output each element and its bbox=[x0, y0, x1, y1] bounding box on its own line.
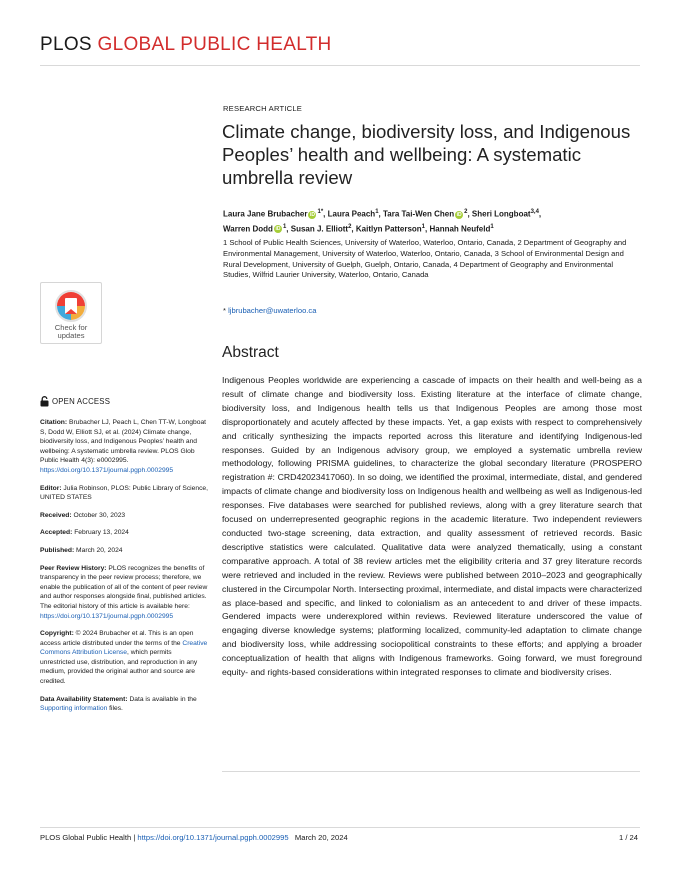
received-label: Received: bbox=[40, 511, 72, 519]
data-availability-text-end: files. bbox=[109, 705, 123, 713]
author-affiliation-marker: 1 bbox=[375, 209, 379, 215]
author-name[interactable]: Laura Peach bbox=[327, 209, 376, 219]
author-affiliation-marker: 2 bbox=[464, 209, 468, 215]
peer-review-link[interactable]: https://doi.org/10.1371/journal.pgph.0002995 bbox=[40, 612, 174, 620]
corresponding-marker: * bbox=[223, 306, 226, 315]
received-date: October 30, 2023 bbox=[73, 511, 126, 519]
editor-label: Editor: bbox=[40, 484, 62, 492]
author-affiliation-marker: 1 bbox=[421, 223, 426, 230]
journal-name: GLOBAL PUBLIC HEALTH bbox=[97, 34, 332, 55]
journal-prefix: PLOS bbox=[40, 34, 92, 55]
open-access-text: OPEN ACCESS bbox=[52, 396, 111, 406]
check-label-line2: updates bbox=[57, 331, 85, 341]
open-access-label bbox=[40, 396, 208, 407]
author-affiliation-marker: 3,4 bbox=[530, 209, 539, 215]
footer-journal: PLOS Global Public Health bbox=[40, 833, 132, 842]
header-divider bbox=[40, 65, 640, 66]
orcid-icon[interactable]: iD bbox=[456, 211, 462, 218]
author-name[interactable]: Hannah Neufeld bbox=[429, 224, 491, 234]
copyright-text: © 2024 Brubacher et al. This is an open access article distributed under the terms of the bbox=[40, 630, 194, 647]
copyright-label: Copyright: bbox=[40, 630, 74, 638]
email-link[interactable]: ljbrubacher@uwaterloo.ca bbox=[228, 306, 317, 315]
editor-text: Julia Robinson, PLOS: Public Library of Science, UNITED STATES bbox=[40, 484, 209, 502]
supporting-information-link[interactable]: Supporting information bbox=[40, 705, 108, 713]
check-for-updates-badge[interactable] bbox=[40, 282, 102, 344]
peer-review-block bbox=[40, 564, 208, 622]
article-metadata-sidebar bbox=[40, 396, 208, 722]
copyright-text-end: , which permits unrestricted use, distribution, and reproduction in any medium, provided the original author and source are credited. bbox=[40, 649, 198, 686]
footer-divider bbox=[40, 827, 640, 828]
footer-date: March 20, 2024 bbox=[294, 833, 348, 842]
editor-block bbox=[40, 484, 208, 503]
article-title: Climate change, biodiversity loss, and Indigenous Peoples’ health and wellbeing: A systematic umbrella review bbox=[222, 121, 631, 188]
author-affiliation-marker: 2 bbox=[348, 223, 352, 230]
check-label-line1: Check for bbox=[54, 323, 88, 332]
author-name[interactable]: Warren Dodd bbox=[223, 224, 273, 234]
orcid-icon[interactable]: iD bbox=[275, 226, 281, 233]
author-name[interactable]: Kaitlyn Patterson bbox=[355, 224, 422, 234]
crossmark-icon bbox=[54, 289, 88, 323]
author-name[interactable]: Tara Tai-Wen Chen bbox=[382, 209, 455, 219]
footer-doi-link[interactable]: https://doi.org/10.1371/journal.pgph.0002995 bbox=[137, 833, 289, 842]
page-footer bbox=[40, 833, 348, 842]
license-link[interactable]: Creative Commons Attribution License bbox=[40, 639, 208, 657]
accepted-block bbox=[40, 528, 208, 538]
accepted-label: Accepted: bbox=[40, 529, 73, 537]
abstract-divider bbox=[222, 771, 640, 772]
published-block bbox=[40, 546, 208, 556]
data-availability-block bbox=[40, 695, 208, 714]
accepted-date: February 13, 2024 bbox=[74, 529, 129, 537]
peer-review-text: PLOS recognizes the benefits of transparency in the peer review process; therefore, we enable the publication of all of the content of peer review and author responses alongside final, published articles. The editorial history of this article is available here: bbox=[40, 564, 208, 610]
published-date: March 20, 2024 bbox=[76, 546, 123, 554]
affiliations: 1 School of Public Health Sciences, University of Waterloo, Waterloo, Ontario, Canada, 2 Department of Geography and Environmental Management, University of Waterloo, Waterloo, Ontario, Canada, 3 School of Environmental Design and Rural Development, University of Guelph, Guelph, Ontario, Canada, 4 Department of Geography and Environmental Studies, Wilfrid Laurier University, Waterloo, Ontario, Canada bbox=[223, 238, 627, 280]
footer-separator: | bbox=[133, 833, 136, 842]
corresponding-email bbox=[223, 306, 316, 315]
page-number: 1 / 24 bbox=[619, 833, 638, 842]
copyright-block bbox=[40, 629, 208, 687]
author-affiliation-marker: 1 bbox=[490, 223, 494, 230]
published-label: Published: bbox=[40, 546, 75, 554]
data-availability-label: Data Availability Statement: bbox=[40, 695, 128, 703]
open-lock-icon bbox=[40, 396, 49, 407]
author-name[interactable]: Susan J. Elliott bbox=[290, 224, 349, 234]
citation-doi-link[interactable]: https://doi.org/10.1371/journal.pgph.0002995 bbox=[40, 466, 174, 474]
received-block bbox=[40, 511, 208, 521]
citation-label: Citation: bbox=[40, 419, 68, 426]
orcid-icon[interactable]: iD bbox=[309, 211, 315, 218]
author-list: Laura Jane Brubacher iD $^{1*}$, Laura Peach$^1$, Tara Tai-Wen Chen iD $^2$, Sheri Longboat$^{3,4}$, Warren Dodd iD $^1$, Susan J. Elliott$^2$, Kaitlyn Patterson$^1$, Hannah Neufeld$^1$ bbox=[223, 209, 542, 234]
citation-text: Brubacher LJ, Peach L, Chen TT-W, Longboat S, Dodd W, Elliott SJ, et al. (2024) Climate change, biodiversity loss, and Indigenous Peoples’ health and wellbeing: A systematic umbrella review. PLOS Glob Public Health 4(3): e0002995. bbox=[40, 419, 207, 465]
author-affiliation-marker: 1* bbox=[317, 209, 324, 215]
author-name[interactable]: Laura Jane Brubacher bbox=[223, 209, 308, 219]
peer-review-label: Peer Review History: bbox=[40, 564, 107, 572]
citation-block bbox=[40, 418, 208, 476]
author-name[interactable]: Sheri Longboat bbox=[471, 209, 531, 219]
abstract-heading: Abstract bbox=[222, 344, 279, 361]
journal-header bbox=[40, 34, 332, 56]
article-type: RESEARCH ARTICLE bbox=[223, 104, 303, 113]
author-affiliation-marker: 1 bbox=[282, 223, 287, 230]
abstract-text: Indigenous Peoples worldwide are experiencing a cascade of impacts on their health and well-being as a result of climate change and biodiversity loss. Existing literature at the interface of climate change, biodiversity loss, and Indigenous health tells us that Indigenous Peoples are among those most disproportionately and acutely affected by these impacts. Yet, a gap exists with respect to comprehensively and critically synthesizing the impacts reported across this literature and identifying Indigenous-led responses. Guided by an Indigenous advisory group, we employed a systematic umbrella review methodology, following PRISMA guidelines, to characterize the global secondary literature (PROSPERO registration #: CRD42023417060). In so doing, we identified the proximal, intermediate, distal, and gendered impacts of climate change and biodiversity loss on Indigenous health and wellbeing as well as Indigenous-led responses. Five databases were searched for published reviews, along with a grey literature search that focused on underrepresented geographic regions in the academic literature. Two independent reviewers conducted two-stage screening, data extraction, and quality assessment of retrieved records. Basic descriptive statistics were calculated. Qualitative data were analyzed thematically, using a constant comparative approach. A total of 38 review articles met the eligibility criteria and 37 grey literature records were retrieved and included in the review. Reviews were published between 2010–2023 and geographically clustered in the Circumpolar North. Intersecting proximal, intermediate, and distal impacts were characterized as place-based and specific, and linked to colonialism as an antecedent to and driver of these impacts. Gendered impacts were underexplored within reviews. Reviewed literature underscored the value of engaging diverse knowledge systems; platforming localized, community-led adaptation to climate change and biodiversity loss, while addressing sociopolitical constraints to these efforts; and applying a broader conceptualization of health that aligns with Indigenous frameworks. Going forward, we must foreground equity- and rights-based considerations within integrated responses to climate and biodiversity crises. bbox=[222, 375, 642, 678]
data-availability-text: Data is available in the bbox=[129, 695, 197, 703]
